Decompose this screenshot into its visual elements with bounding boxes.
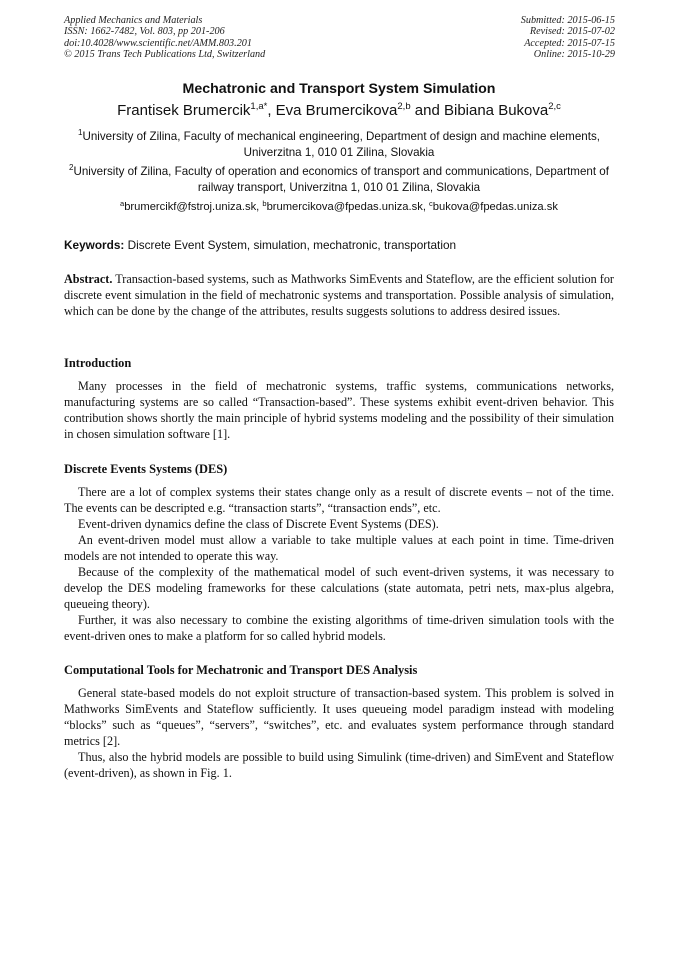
author-and: and <box>410 102 444 119</box>
author-separator: , <box>267 102 276 119</box>
section-heading: Discrete Events Systems (DES) <box>64 462 228 476</box>
email-link[interactable]: brumercikova@fpedas.uniza.sk <box>266 201 423 213</box>
affiliation-text: University of Zilina, Faculty of mechanical engineering, Department of design and machine elements, Univerzitna 1, 010 01 Zilina, Slovakia <box>82 130 600 159</box>
paragraph: Further, it was also necessary to combine the existing algorithms of time-driven simulation tools with the event-driven ones to make a platform for so called hybrid models. <box>64 613 614 643</box>
online-date: Online: 2015-10-29 <box>533 49 615 61</box>
paragraph: There are a lot of complex systems their states change only as a result of discrete events – not of the time. The events can be descripted e.g. “transaction starts”, “transaction ends”, etc. <box>64 485 614 515</box>
section-heading: Computational Tools for Mechatronic and Transport DES Analysis <box>64 663 418 677</box>
author-sup: 2,b <box>397 101 411 112</box>
section-body <box>64 685 614 781</box>
keywords-label: Keywords: <box>64 238 125 252</box>
journal-name: Applied Mechanics and Materials <box>64 15 203 26</box>
section-body <box>64 378 614 442</box>
paragraph: Because of the complexity of the mathematical model of such event-driven systems, it was necessary to develop the DES modeling frameworks for these calculations (state automata, petri nets, max-plus algebra, queueing theory). <box>64 565 614 611</box>
revised-date: Revised: 2015-07-02 <box>529 26 615 38</box>
author-sup: 2,c <box>548 101 561 112</box>
journal-header <box>64 15 265 61</box>
author-sup: 1,a* <box>250 101 268 112</box>
email-sup: a <box>120 199 125 208</box>
paragraph: An event-driven model must allow a variable to take multiple values at each point in time. Time-driven models are not intended to operate this way. <box>64 533 614 563</box>
email-list: $^a$brumercikf@fstroj.uniza.sk, $^b$brumercikova@fpedas.uniza.sk, $^c$bukova@fpedas.uniza.sk <box>120 199 558 213</box>
keywords-text: Discrete Event System, simulation, mechatronic, transportation <box>127 238 457 252</box>
section-heading: Introduction <box>64 356 132 370</box>
abstract <box>64 271 614 319</box>
paragraph: General state-based models do not exploit structure of transaction-based system. This problem is solved in Mathworks SimEvents and Stateflow sufficiently. It uses queueing model paradigm instead with modeling “blocks” such as “queues”, “servers”, “switches”, etc. and evaluates system performance through standard metrics [2]. <box>64 686 614 748</box>
affiliation-text: University of Zilina, Faculty of operation and economics of transport and communications, Department of railway transport, Univerzitna 1, 010 01 Zilina, Slovakia <box>73 165 609 194</box>
author-name: Frantisek Brumercik <box>117 102 251 119</box>
author-name: Bibiana Bukova <box>443 102 549 119</box>
email-sup: b <box>262 199 267 208</box>
copyright-notice: © 2015 Trans Tech Publications Ltd, Switzerland <box>64 49 266 61</box>
paragraph: Many processes in the field of mechatronic systems, traffic systems, communications networks, manufacturing systems are so called “Transaction-based”. These systems exhibit event-driven behavior. This contribution shows shortly the main principle of hybrid systems modeling and the possibility of their simulation in chosen simulation software [1]. <box>64 379 614 441</box>
affiliation-sup: 1 <box>78 128 83 137</box>
author-name: Eva Brumercikova <box>275 102 398 119</box>
paragraph: Thus, also the hybrid models are possible to build using Simulink (time-driven) and SimEvent and Stateflow (event-driven), as shown in Fig. 1. <box>64 750 614 780</box>
abstract-label: Abstract. <box>64 272 113 286</box>
email-link[interactable]: bukova@fpedas.uniza.sk <box>432 201 558 213</box>
email-link[interactable]: brumercikf@fstroj.uniza.sk <box>124 201 257 213</box>
journal-issn: ISSN: 1662-7482, Vol. 803, pp 201-206 <box>64 26 225 38</box>
affiliation-sup: 2 <box>69 163 74 172</box>
journal-doi: doi:10.4028/www.scientific.net/AMM.803.201 <box>64 37 252 49</box>
paper-title: Mechatronic and Transport System Simulation <box>182 81 496 97</box>
affiliation-2 <box>64 164 614 196</box>
abstract-text: Transaction-based systems, such as Mathworks SimEvents and Stateflow, are the efficient solution for discrete event simulation in the field of mechatronic systems and transportation. Possible analysis of simulation, which can be done by the change of the attributes, results suggests solutions to address desired issues. <box>64 272 614 318</box>
paragraph: Event-driven dynamics define the class of Discrete Event Systems (DES). <box>78 517 439 531</box>
author-list <box>0 102 678 119</box>
affiliation-1 <box>64 129 614 161</box>
accepted-date: Accepted: 2015-07-15 <box>524 37 615 49</box>
dates-header <box>521 15 615 61</box>
section-body <box>64 484 614 644</box>
email-sup: c <box>429 199 433 208</box>
submitted-date: Submitted: 2015-06-15 <box>520 15 615 26</box>
keywords <box>64 238 615 252</box>
